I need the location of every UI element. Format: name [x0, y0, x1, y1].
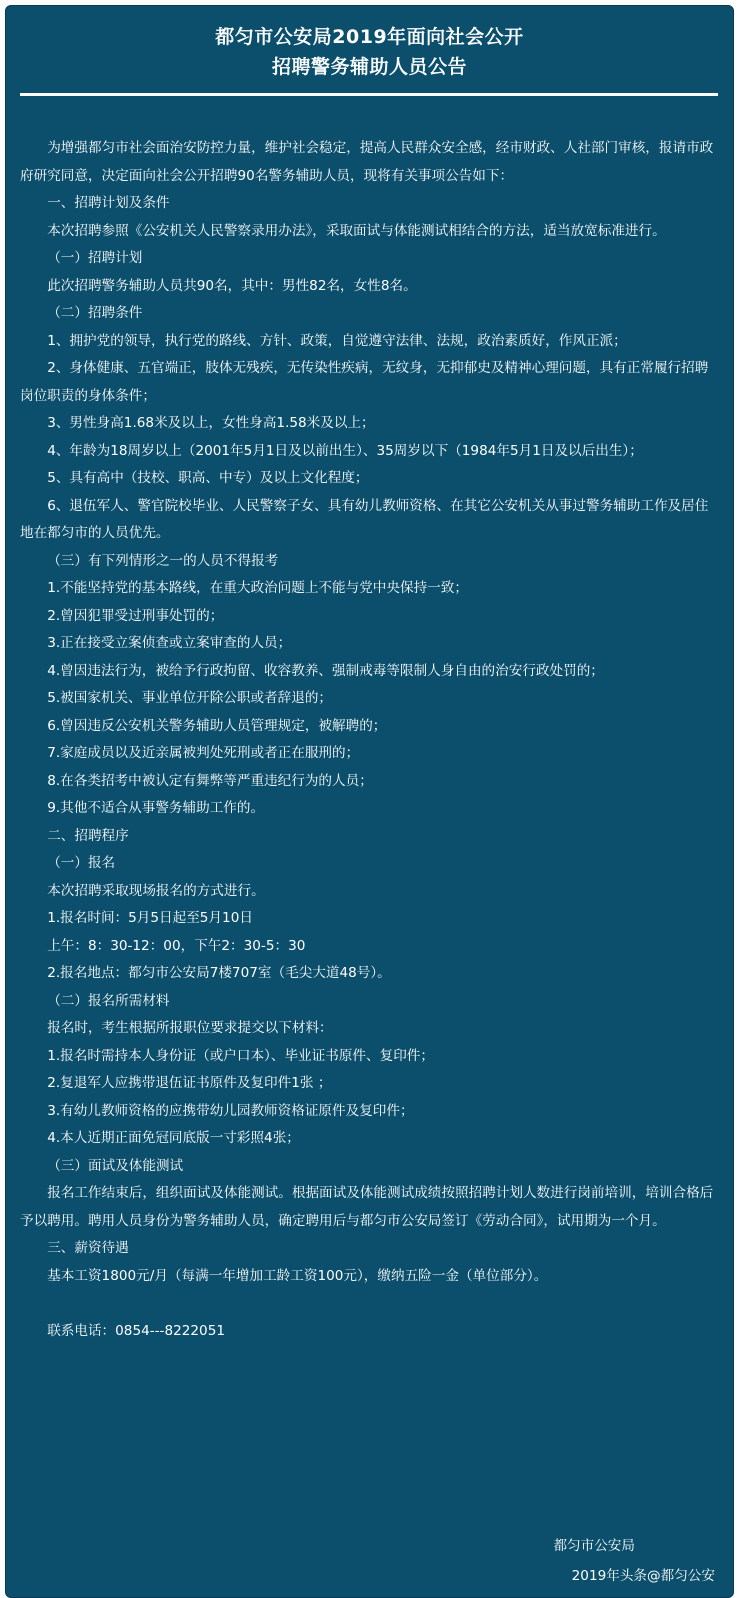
spacer [20, 1290, 716, 1318]
paragraph: 2、身体健康、五官端正，肢体无残疾，无传染性疾病，无纹身，无抑郁史及精神心理问题，具有正常履行招聘岗位职责的身体条件； [20, 360, 709, 404]
paragraph: 上午：8：30-12：00，下午2：30-5：30 [47, 937, 306, 954]
paragraph: 6、退伍军人、警官院校毕业、人民警察子女、具有幼儿教师资格、在其它公安机关从事过警务辅助工作及居住地在都匀市的人员优先。 [20, 497, 709, 541]
paragraph: 3.正在接受立案侦查或立案审查的人员； [47, 635, 292, 651]
paragraph: 1.报名时需持本人身份证（或户口本）、毕业证书原件、复印件； [47, 1047, 434, 1064]
paragraph: （二）报名所需材料 [47, 992, 170, 1009]
paragraph: 5、具有高中（技校、职高、中专）及以上文化程度； [47, 470, 369, 486]
paragraph: 一、招聘计划及条件 [47, 195, 170, 211]
paragraph: 4.本人近期正面免冠同底版一寸彩照4张； [47, 1130, 300, 1146]
paragraph: 报名工作结束后，组织面试及体能测试。根据面试及体能测试成绩按照招聘计划人数进行岗前培训，培训合格后予以聘用。聘用人员身份为警务辅助人员，确定聘用后与都匀市公安局签订《劳动合同》，试用期为一个月。 [20, 1185, 714, 1229]
paragraph: 8.在各类招考中被认定有舞弊等严重违纪行为的人员； [47, 772, 373, 789]
paragraph: （一）招聘计划 [47, 250, 143, 266]
watermark [620, 1568, 715, 1584]
paragraph: 本次招聘参照《公安机关人民警察录用办法》，采取面试与体能测试相结合的方法，适当放宽标准进行。 [47, 222, 666, 239]
watermark-handle: @都匀公安 [647, 1568, 715, 1584]
paragraph: （三）有下列情形之一的人员不得报考 [47, 552, 279, 569]
issuer-signature: 都匀市公安局 [553, 1538, 635, 1554]
watermark-brand: 头条 [619, 1568, 648, 1584]
paragraph: 2.曾因犯罪受过刑事处罚的； [47, 607, 224, 624]
paragraph: 9.其他不适合从事警务辅助工作的。 [47, 800, 265, 816]
paragraph: 此次招聘警务辅助人员共90名，其中：男性82名，女性8名。 [47, 277, 417, 294]
paragraph: 4、年龄为18周岁以上（2001年5月1日及以前出生）、35周岁以下（1984年5月1日及以后出生）； [47, 442, 643, 459]
paragraph: 报名时，考生根据所报职位要求提交以下材料： [47, 1020, 333, 1036]
announcement-body [20, 135, 716, 1345]
paragraph: 5.被国家机关、事业单位开除公职或者辞退的； [47, 690, 333, 706]
paragraph: 本次招聘采取现场报名的方式进行。 [47, 882, 265, 899]
paragraph: 2.报名地点：都匀市公安局7楼707室（毛尖大道48号）。 [47, 965, 391, 981]
issue-date [572, 1563, 715, 1590]
paragraph: 4.曾因违法行为，被给予行政拘留、收容教养、强制戒毒等限制人身自由的治安行政处罚的； [47, 662, 604, 679]
paragraph: 为增强都匀市社会面治安防控力量，维护社会稳定，提高人民群众安全感，经市财政、人社部门审核，报请市政府研究同意，决定面向社会公开招聘90名警务辅助人员，现将有关事项公告如下： [20, 140, 714, 184]
paragraph: 3、男性身高1.68米及以上，女性身高1.58米及以上； [47, 415, 375, 431]
title-line-1: 都匀市公安局2019年面向社会公开 [215, 26, 524, 48]
paragraph-list [20, 135, 716, 1290]
announcement-title [6, 22, 733, 82]
paragraph: 1.报名时间：5月5日起至5月10日 [47, 910, 253, 926]
paragraph: 2.复退军人应携带退伍证书原件及复印件1张 ； [47, 1075, 332, 1091]
paragraph: 二、招聘程序 [47, 827, 129, 844]
title-line-2: 招聘警务辅助人员公告 [271, 56, 467, 78]
announcement-panel [5, 5, 734, 1598]
paragraph: 6.曾因违反公安机关警务辅助人员管理规定，被解聘的； [47, 717, 387, 734]
paragraph: （二）招聘条件 [47, 305, 143, 321]
paragraph: 3.有幼儿教师资格的应携带幼儿园教师资格证原件及复印件； [47, 1102, 414, 1119]
contact-phone: 联系电话：0854---8222051 [47, 1322, 226, 1339]
paragraph: 7.家庭成员以及近亲属被判处死刑或者正在服刑的； [47, 745, 360, 761]
paragraph: 三、薪资待遇 [47, 1240, 129, 1256]
paragraph: （三）面试及体能测试 [47, 1157, 184, 1174]
paragraph: 基本工资1800元/月（每满一年增加工龄工资100元），缴纳五险一金（单位部分）。 [47, 1267, 548, 1284]
paragraph: 1、拥护党的领导，执行党的路线、方针、政策，自觉遵守法律、法规，政治素质好，作风正派； [47, 332, 627, 349]
paragraph: （一）报名 [47, 855, 116, 871]
date-prefix: 2019年 [571, 1568, 620, 1584]
title-divider [20, 93, 718, 96]
paragraph: 1.不能坚持党的基本路线，在重大政治问题上不能与党中央保持一致； [47, 580, 468, 596]
